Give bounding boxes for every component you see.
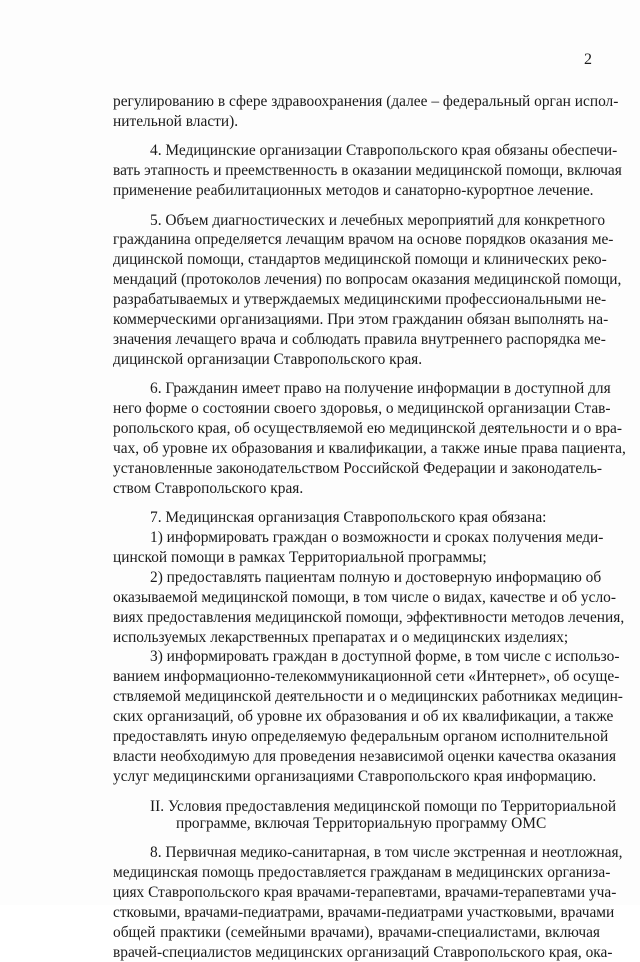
text-line: оказываемой медицинской помощи, в том числе о видах, качестве и об усло- — [113, 588, 616, 606]
text-line: цинской помощи в рамках Территориальной программы; — [113, 548, 487, 566]
paragraph-7-first-line: 7. Медицинская организация Ставропольского края обязана: — [150, 509, 547, 527]
text-line: значения лечащего врача и соблюдать правила внутреннего распорядка ме- — [113, 330, 606, 348]
text-line: дицинской помощи, стандартов медицинской помощи и клинических реко- — [113, 251, 607, 269]
text-line: стковыми, врачами-педиатрами, врачами-педиатрами участковыми, врачами — [113, 903, 615, 921]
text-line: нительной власти). — [113, 112, 239, 130]
text-line: установленные законодательством Российской Федерации и законодатель- — [113, 459, 603, 477]
text-line: ропольского края, об осуществляемой ею медицинской деятельности и о вра- — [113, 420, 622, 437]
text-line: врачей-специалистов медицинских организаций Ставропольского края, ока- — [113, 943, 613, 961]
text-line: власти необходимую для проведения независимой оценки качества оказания — [113, 747, 617, 765]
text-line: ских организаций, об уровне их образования и об их квалификации, а также — [113, 708, 614, 726]
text-line: медицинская помощь предоставляется гражданам в медицинских организа- — [113, 864, 611, 882]
paragraph-5-first-line: 5. Объем диагностических и лечебных мероприятий для конкретного — [150, 211, 606, 229]
text-line: чах, об уровне их образования и квалификации, а также иные права пациента, — [113, 439, 626, 457]
page-number: 2 — [584, 51, 592, 68]
text-line: разрабатываемых и утверждаемых медицинскими профессиональными не- — [113, 291, 607, 309]
text-line: ством Ставропольского края. — [113, 479, 304, 497]
text-line: услуг медицинскими организациями Ставропольского края информацию. — [113, 767, 597, 785]
text-line: циях Ставропольского края врачами-терапевтами, врачами-терапевтами уча- — [113, 884, 617, 901]
text-line: используемых лекарственных препаратах и о медицинских изделиях; — [113, 628, 569, 646]
list-item-1-first-line: 1) информировать граждан о возможности и сроках получения меди- — [150, 529, 604, 546]
text-line: коммерческими организациями. При этом гражданин обязан выполнять на- — [113, 311, 609, 328]
text-line: гражданина определяется лечащим врачом на основе порядков оказания ме- — [113, 231, 614, 249]
list-item-3-first-line: 3) информировать граждан в доступной форме, в том числе с использо- — [150, 648, 620, 666]
text-line: дицинской организации Ставропольского края. — [113, 350, 423, 368]
text-line: него форме о состоянии своего здоровья, о медицинской организации Став- — [113, 400, 611, 418]
text-line: вать этапность и преемственность в оказании медицинской помощи, включая — [113, 162, 622, 180]
text-line: виях предоставления медицинской помощи, эффективности методов лечения, — [113, 608, 625, 626]
text-line: мендаций (протоколов лечения) по вопросам оказания медицинской помощи, — [113, 271, 622, 289]
text-line: ванием информационно-телекоммуникационной сети «Интернет», об осуще- — [113, 668, 620, 686]
text-line: применение реабилитационных методов и санаторно-курортное лечение. — [113, 182, 594, 200]
text-line: регулированию в сфере здравоохранения (далее – федеральный орган испол- — [113, 93, 619, 110]
text-line: общей практики (семейными врачами), врачами-специалистами, включая — [113, 923, 600, 941]
section-heading-line-2: программе, включая Территориальную программу ОМС — [176, 815, 547, 833]
section-heading-line-1: II. Условия предоставления медицинской помощи по Территориальной — [150, 798, 617, 816]
paragraph-4-first-line: 4. Медицинские организации Ставропольского края обязаны обеспечи- — [150, 142, 618, 160]
paragraph-6-first-line: 6. Гражданин имеет право на получение информации в доступной для — [150, 380, 611, 398]
paragraph-8-first-line: 8. Первичная медико-санитарная, в том числе экстренная и неотложная, — [150, 844, 623, 862]
text-line: ствляемой медицинской деятельности и о медицинских работниках медицин- — [113, 688, 623, 706]
text-line: предоставлять иную определяемую федеральным органом исполнительной — [113, 728, 609, 745]
list-item-2-first-line: 2) предоставлять пациентам полную и достоверную информацию об — [150, 568, 602, 586]
